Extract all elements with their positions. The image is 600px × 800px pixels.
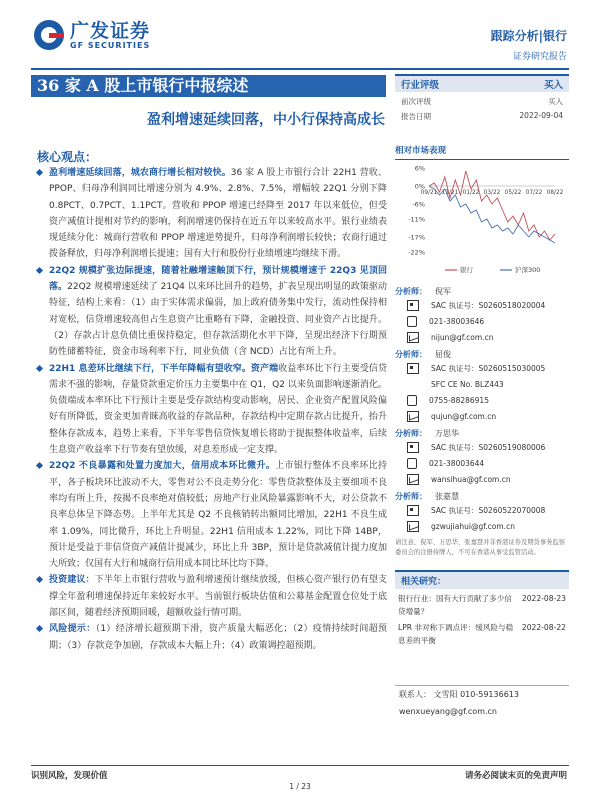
rating-label: 行业评级 xyxy=(401,80,440,91)
y-tick-label: -6% xyxy=(412,200,425,209)
mail-icon xyxy=(407,521,419,532)
x-tick-label: 08/22 xyxy=(546,190,564,196)
page-subtitle: 盈利增速延续回落，中小行保持高成长 xyxy=(147,112,385,128)
analyst-label: 分析师： xyxy=(395,492,427,501)
logo-cn: 广发证券 xyxy=(70,19,151,42)
rating-value: 买入 xyxy=(543,80,563,91)
core-view-lead: 22Q2 不良暴露和处置力度加大，信用成本环比微升。 xyxy=(49,461,276,472)
core-view-item xyxy=(37,621,387,654)
analyst-detail xyxy=(395,408,569,424)
id-card-icon xyxy=(407,363,419,374)
contact-phone: 010-59136613 xyxy=(460,690,519,699)
header-divider xyxy=(31,68,569,70)
analyst-detail xyxy=(395,360,569,376)
core-view-text: 22Q2 规模增速延续了 21Q4 以来环比回升的趋势，扩表呈现出明显的政策驱动特征，结构上来看：（1）由于实体需求偏弱，加上政府债务集中发行，流动性保持相对宽松，信贷增速较高但占生息资产比重略有下降，金融投资、同业资产占比提升。（2）存款占计息负债比重保持稳定，但存款活期化水平下降，呈现出经济下行期预防性储蓄特征，资金市场利率下行，同业负债（含 NCD）占比有所上升。 xyxy=(49,282,387,358)
core-view-text: 收益率环比下行主要受信贷需求不强的影响，存量贷款重定价压力主要集中在 Q1，Q2 以来负面影响逐渐消化。负债端成本率环比下行预计主要是受存款结构变动影响，居民、企业资产配置风险偏好有所降低，资金更加青睐高收益的存款品种，存款结构中定期存款占比提升，抬升整体存款成本，趋势上来看，下半年零售信贷恢复增长将助于提振整体收益率，后续生息资产收益率下行节奏有望放缓，对息差形成一定支撑。 xyxy=(49,363,387,456)
x-tick-label: 03/22 xyxy=(483,190,501,196)
analyst-detail-text: SAC 执证号：S0260519080006 xyxy=(431,442,546,452)
analyst-card xyxy=(395,286,569,345)
core-view-item xyxy=(37,263,387,361)
sidebar xyxy=(395,74,569,720)
core-view-lead: 投资建议： xyxy=(49,575,95,586)
analyst-label: 分析师： xyxy=(395,287,427,296)
analyst-detail-text[interactable]: qujun@gf.com.cn xyxy=(431,411,497,421)
related-research-header: 相关研究： xyxy=(395,570,569,589)
analyst-detail xyxy=(395,392,569,408)
prev-rating-label: 前次评级 xyxy=(401,97,431,106)
core-view-text: （1）经济增长超预期下滑，资产质量大幅恶化；（2）疫情持续时间超预期；（3）存款竞争加剧，存款成本大幅上升；（4）政策调控超预期。 xyxy=(49,624,387,651)
chart-title: 相对市场表现 xyxy=(395,144,569,160)
page-title: 36 家 A 股上市银行中报综述 xyxy=(37,76,249,95)
contact-block xyxy=(395,685,569,720)
analyst-name: 张嘉慧 xyxy=(435,492,459,501)
core-view-text: 36 家 A 股上市银行合计 22H1 营收、PPOP、归母净利润同比增速分别为 4.9%、2.8%、7.5%，增幅较 22Q1 分别下降 0.8PCT、0.7PCT、1.1PCT。营收和 PPOP 增速已经降至 2017 年以来低位，但受资产减值计提相对节约的影响，利润增速仍保持在近五年以来较高水平。银行业绩表现延续分化：城商行营收和 PPOP 增速逆势提升，归母净利润增长较快；农商行通过拨备释放，归母净利润增长提速；国有大行和股份行业绩增速均继续下滑。 xyxy=(49,168,387,260)
analyst-header xyxy=(395,491,569,502)
analyst-detail-text: SAC 执证号：S0260515030005 xyxy=(431,363,546,373)
analyst-detail xyxy=(395,471,569,487)
analyst-label: 分析师： xyxy=(395,350,427,359)
company-logo xyxy=(34,20,150,50)
related-title[interactable]: 银行行业：国有大行贡献了多少信贷增量？ xyxy=(398,594,512,616)
analyst-detail xyxy=(395,297,569,313)
gf-logo-icon xyxy=(34,20,64,50)
analyst-card xyxy=(395,491,569,534)
footer-divider xyxy=(31,765,569,766)
y-tick-label: -22% xyxy=(408,248,425,257)
legend-label: 银行 xyxy=(460,266,473,274)
analyst-detail xyxy=(395,502,569,518)
core-view-item xyxy=(37,361,387,459)
analyst-detail-text: SAC 执证号：S0260518020004 xyxy=(431,300,546,310)
analyst-detail-text: 021-38003646 xyxy=(429,316,485,326)
x-tick-label: 07/22 xyxy=(525,190,543,196)
chart-svg xyxy=(395,160,569,280)
core-view-lead: 盈利增速延续回落，城农商行增长相对较快。 xyxy=(49,168,231,178)
spacer-icon xyxy=(407,379,419,390)
analyst-detail-text[interactable]: wansihua@gf.com.cn xyxy=(431,474,511,484)
analyst-detail xyxy=(395,455,569,471)
analyst-detail-text: SFC CE No. BLZ443 xyxy=(431,379,504,389)
report-date-label: 报告日期 xyxy=(401,112,431,121)
id-card-icon xyxy=(407,300,419,311)
id-card-icon xyxy=(407,505,419,516)
analyst-detail-text[interactable]: gzwujiahui@gf.com.cn xyxy=(431,521,515,531)
related-title[interactable]: LPR 非对称下调点评：缓风险与稳息差的平衡 xyxy=(398,623,514,645)
core-views-list xyxy=(37,165,387,654)
analyst-detail xyxy=(395,329,569,345)
core-view-lead: 22H1 息差环比继续下行，下半年降幅有望收窄。资产端 xyxy=(49,363,279,374)
core-view-item xyxy=(37,572,387,621)
core-view-text: 下半年上市银行营收与盈利增速预计继续放缓，但核心资产银行仍有望支撑全年盈利增速保持近年来较好水平。当前银行板块估值和公募基金配置仓位处于底部区间，随着经济预期回暖，超额收益行情可期。 xyxy=(49,575,387,619)
phone-icon xyxy=(407,395,417,406)
rating-header xyxy=(395,74,569,92)
legend-label: 沪深300 xyxy=(515,266,541,274)
related-date: 2022-08-22 xyxy=(521,623,566,632)
analyst-detail-text: SAC 执证号：S0260522070008 xyxy=(431,505,546,515)
analyst-name: 万思华 xyxy=(435,429,459,438)
prev-rating-value: 买入 xyxy=(548,97,563,106)
analyst-detail xyxy=(395,518,569,534)
analyst-detail-text[interactable]: nijun@gf.com.cn xyxy=(431,332,494,342)
disclaimer-note: 请注意，倪军、万思华、张嘉慧并非香港证券及期货事务监察委员会的注册持牌人，不可在香港从事受监管活动。 xyxy=(395,539,566,556)
x-tick-label: 01/22 xyxy=(462,190,480,196)
x-tick-label: 11/21 xyxy=(441,190,459,196)
related-date: 2022-08-23 xyxy=(521,594,566,603)
analyst-detail-text: 0755-88286915 xyxy=(429,395,489,405)
core-view-item xyxy=(37,458,387,572)
id-card-icon xyxy=(407,442,419,453)
mail-icon xyxy=(407,332,419,343)
contact-label: 联系人： xyxy=(399,690,431,699)
core-view-item xyxy=(37,165,387,263)
page-number: 1 / 23 xyxy=(289,782,311,791)
series-line-0 xyxy=(429,171,555,240)
analyst-label: 分析师： xyxy=(395,429,427,438)
report-type: 跟踪分析|银行 xyxy=(490,29,567,43)
report-date-value: 2022-09-04 xyxy=(519,111,563,120)
mail-icon xyxy=(407,474,419,485)
core-view-lead: 风险提示： xyxy=(49,624,96,635)
y-tick-label: 0% xyxy=(414,182,425,191)
report-subtype: 证券研究报告 xyxy=(512,52,567,62)
analyst-name: 屈俊 xyxy=(435,350,451,359)
x-tick-label: 05/22 xyxy=(504,190,522,196)
logo-en: GF SECURITIES xyxy=(70,40,151,50)
footer-slogan: 识别风险，发现价值 xyxy=(31,771,108,781)
phone-icon xyxy=(407,316,417,327)
contact-email[interactable]: wenxueyang@gf.com.cn xyxy=(399,707,497,716)
analyst-name: 倪军 xyxy=(435,287,451,296)
y-tick-label: 6% xyxy=(414,164,425,173)
core-view-text: 上市银行整体不良率环比持平，各子板块环比波动不大，零售对公不良走势分化：零售贷款整体及主要细项不良率均有所上升，按揭不良率绝对值较低；房地产行业风险暴露影响不大，对公贷款不良率总体呈下降态势。上半年尤其是 Q2 不良核销转出额同比增加，22H1 不良生成率 1.09%，同比微升，环比上升明显。22H1 信用成本 1.22%，同比下降 14BP，预计是受益于非信贷资产减值计提减少，环比上升 3BP，预计是贷款减值计提力度加大所致；仅国有大行和城商行信用成本同比环比均下降。 xyxy=(49,461,387,570)
analyst-header xyxy=(395,286,569,297)
related-item[interactable] xyxy=(395,589,569,618)
analyst-detail xyxy=(395,376,569,392)
footer-disclaimer: 请务必阅读末页的免责声明 xyxy=(464,771,567,781)
analyst-list xyxy=(395,286,569,534)
page-header xyxy=(0,0,600,70)
analyst-detail xyxy=(395,313,569,329)
contact-name: 文雪阳 xyxy=(433,690,458,699)
y-tick-label: -11% xyxy=(408,215,425,224)
core-views-heading: 核心观点： xyxy=(37,150,98,164)
related-item[interactable] xyxy=(395,618,569,647)
analyst-card xyxy=(395,428,569,487)
analyst-detail xyxy=(395,439,569,455)
analyst-card xyxy=(395,349,569,424)
related-research-list xyxy=(395,589,569,647)
analyst-header xyxy=(395,349,569,360)
prev-rating-row xyxy=(395,92,569,107)
report-date-row xyxy=(395,107,569,122)
mail-icon xyxy=(407,411,419,422)
phone-icon xyxy=(407,458,417,469)
analyst-detail-text: 021-38003644 xyxy=(429,458,485,468)
analyst-header xyxy=(395,428,569,439)
core-view-lead: 22Q2 规模扩张边际提速，随着社融增速触顶下行，预计规模增速于 22Q3 见顶回落。 xyxy=(49,265,387,293)
y-tick-label: -17% xyxy=(408,233,425,242)
x-tick-label: 09/21 xyxy=(420,190,438,196)
relative-performance-chart xyxy=(395,160,569,280)
